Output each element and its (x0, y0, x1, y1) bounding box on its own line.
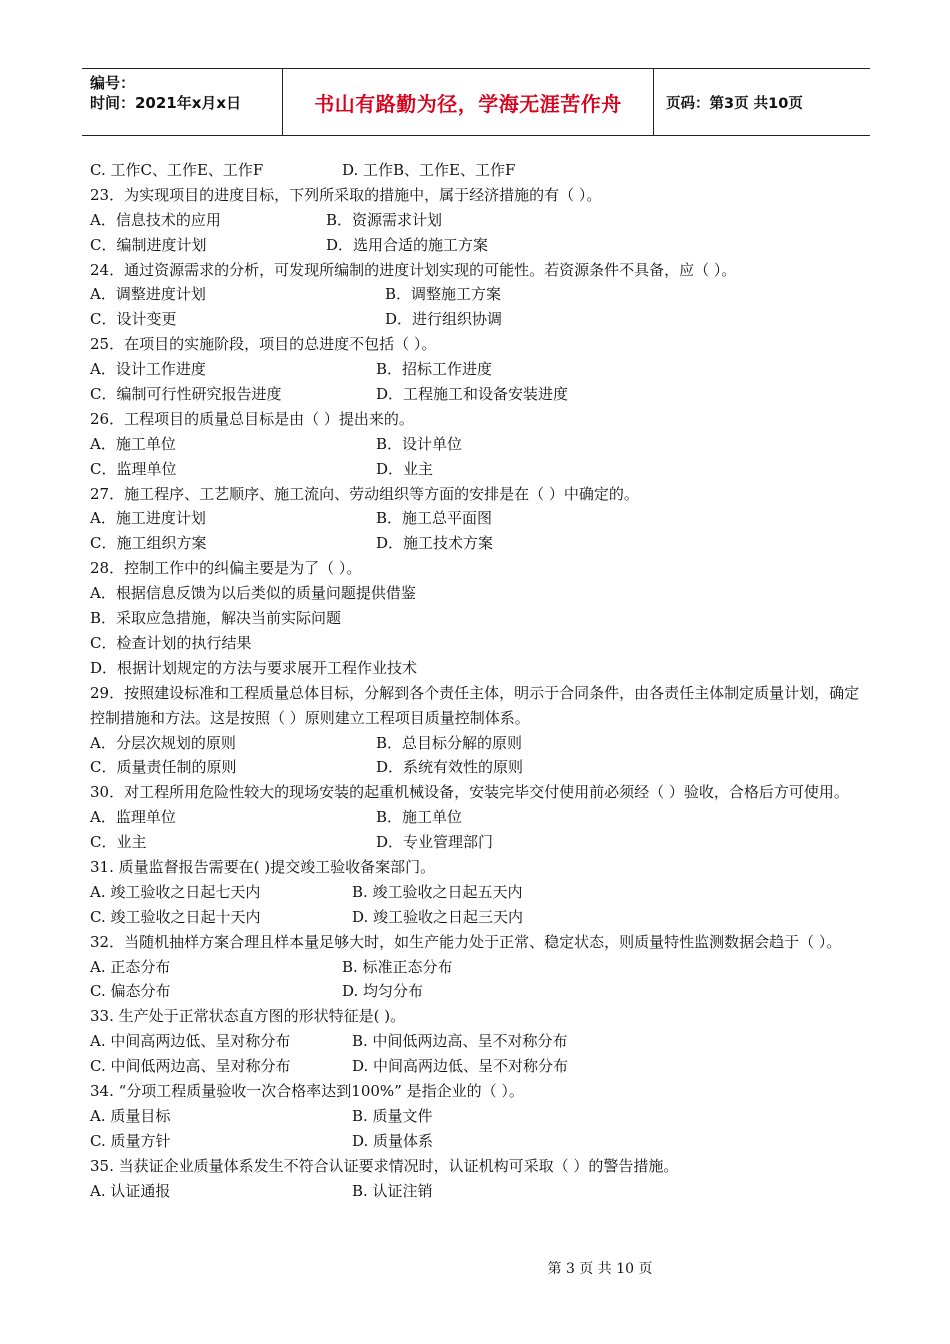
option-left: C．业主 (90, 833, 147, 852)
option-row (90, 307, 865, 332)
option-row (90, 208, 865, 233)
date-label: 时间：2021年x月x日 (90, 94, 242, 112)
option-right: B．施工总平面图 (376, 509, 493, 528)
option-right: B. 质量文件 (352, 1106, 433, 1125)
question-line: A．根据信息反馈为以后类似的质量问题提供借鉴 (90, 584, 416, 603)
option-right: B．资源需求计划 (326, 210, 443, 229)
option-row (90, 955, 865, 980)
option-right: D. 工作B、工作E、工作F (342, 161, 516, 179)
option-row (90, 1054, 865, 1079)
option-row (90, 531, 865, 556)
option-right: B. 竣工验收之日起五天内 (352, 882, 523, 901)
header-page-number: 页码：第3页 共10页 (666, 95, 803, 112)
option-left: A. 质量目标 (90, 1106, 171, 1125)
option-left: C．施工组织方案 (90, 534, 207, 553)
option-left: C．编制可行性研究报告进度 (90, 385, 282, 404)
option-right: B. 标准正态分布 (342, 957, 453, 976)
option-left: A．设计工作进度 (90, 360, 206, 379)
option-right: D．业主 (376, 459, 434, 478)
question-line: 34. “分项工程质量验收一次合格率达到100%” 是指企业的（ ）。 (90, 1082, 524, 1101)
option-row (90, 731, 865, 756)
option-right: B．招标工作进度 (376, 360, 493, 379)
question-line: 26．工程项目的质量总目标是由（ ）提出来的。 (90, 409, 414, 428)
option-left: C. 质量方针 (90, 1131, 171, 1150)
option-row (90, 1104, 865, 1129)
option-row (90, 233, 865, 258)
option-row (90, 905, 865, 930)
header-motto: 书山有路勤为径，学海无涯苦作舟 (282, 69, 654, 135)
question-list (90, 158, 865, 1203)
header-meta (82, 69, 282, 135)
option-row (90, 382, 865, 407)
question-line: 27．施工程序、工艺顺序、施工流向、劳动组织等方面的安排是在（ ）中确定的。 (90, 484, 639, 503)
option-left: C．设计变更 (90, 310, 177, 329)
option-left: A．施工单位 (90, 434, 176, 453)
page-header (82, 68, 870, 136)
option-row (90, 1129, 865, 1154)
option-right: B. 认证注销 (352, 1181, 433, 1200)
question-line: D．根据计划规定的方法与要求展开工程作业技术 (90, 658, 418, 677)
option-right: B．设计单位 (376, 434, 463, 453)
option-right: B．总目标分解的原则 (376, 733, 523, 752)
option-left: C. 工作C、工作E、工作F (90, 161, 264, 179)
option-row (90, 506, 865, 531)
option-right: D．工程施工和设备安装进度 (376, 385, 569, 404)
option-row (90, 1179, 865, 1204)
option-right: D．系统有效性的原则 (376, 758, 524, 777)
option-left: A．分层次规划的原则 (90, 733, 236, 752)
code-label: 编号： (90, 74, 136, 92)
question-line: 31. 质量监督报告需要在( )提交竣工验收备案部门。 (90, 857, 436, 876)
option-left: C．编制进度计划 (90, 235, 207, 254)
option-left: A．监理单位 (90, 808, 176, 827)
option-right: D. 竣工验收之日起三天内 (352, 907, 524, 926)
option-row (90, 158, 865, 183)
page-footer: 第 3 页 共 10 页 (547, 1261, 653, 1277)
question-line: 35. 当获证企业质量体系发生不符合认证要求情况时，认证机构可采取（ ）的警告措施。 (90, 1156, 679, 1175)
option-right: B．调整施工方案 (385, 285, 502, 304)
option-left: A. 认证通报 (90, 1181, 171, 1200)
question-line: 24．通过资源需求的分析，可发现所编制的进度计划实现的可能性。若资源条件不具备，应（ ）。 (90, 260, 737, 279)
option-left: A. 正态分布 (90, 957, 171, 976)
option-left: A．信息技术的应用 (90, 210, 221, 229)
question-paragraph: 30．对工程所用危险性较大的现场安装的起重机械设备，安装完毕交付使用前必须经（ ）验收，合格后方可使用。 (90, 783, 849, 802)
question-line: C．检查计划的执行结果 (90, 633, 252, 652)
option-row (90, 357, 865, 382)
option-row (90, 457, 865, 482)
question-line: 25．在项目的实施阶段，项目的总进度不包括（ ）。 (90, 335, 437, 354)
option-row (90, 880, 865, 905)
option-left: C. 中间低两边高、呈对称分布 (90, 1057, 291, 1076)
option-row (90, 432, 865, 457)
option-left: A．调整进度计划 (90, 285, 206, 304)
option-right: D．专业管理部门 (376, 833, 494, 852)
option-row (90, 805, 865, 830)
option-row (90, 755, 865, 780)
option-left: A. 中间高两边低、呈对称分布 (90, 1032, 291, 1051)
option-left: C．监理单位 (90, 459, 177, 478)
option-right: D. 中间高两边低、呈不对称分布 (352, 1057, 569, 1076)
option-right: D．施工技术方案 (376, 534, 494, 553)
question-line: 28．控制工作中的纠偏主要是为了（ ）。 (90, 559, 362, 578)
option-right: D. 均匀分布 (342, 982, 424, 1001)
question-line: 23．为实现项目的进度目标，下列所采取的措施中，属于经济措施的有（ ）。 (90, 185, 602, 204)
option-left: A．施工进度计划 (90, 509, 206, 528)
option-row (90, 282, 865, 307)
option-row (90, 830, 865, 855)
option-left: C．质量责任制的原则 (90, 758, 237, 777)
option-row (90, 1029, 865, 1054)
option-left: C. 偏态分布 (90, 982, 171, 1001)
option-left: A. 竣工验收之日起七天内 (90, 882, 261, 901)
question-line: B．采取应急措施，解决当前实际问题 (90, 609, 342, 628)
question-line: 33. 生产处于正常状态直方图的形状特征是( )。 (90, 1007, 406, 1026)
option-right: D．进行组织协调 (385, 310, 503, 329)
option-row (90, 979, 865, 1004)
question-paragraph: 29．按照建设标准和工程质量总体目标，分解到各个责任主体，明示于合同条件，由各责任主体制定质量计划，确定控制措施和方法。这是按照（ ）原则建立工程项目质量控制体系。 (90, 683, 860, 727)
option-right: B．施工单位 (376, 808, 463, 827)
question-paragraph: 32．当随机抽样方案合理且样本量足够大时，如生产能力处于正常、稳定状态，则质量特性监测数据会趋于（ ）。 (90, 932, 842, 951)
option-right: D. 质量体系 (352, 1131, 434, 1150)
option-right: D．选用合适的施工方案 (326, 235, 489, 254)
option-left: C. 竣工验收之日起十天内 (90, 907, 261, 926)
option-right: B. 中间低两边高、呈不对称分布 (352, 1032, 568, 1051)
